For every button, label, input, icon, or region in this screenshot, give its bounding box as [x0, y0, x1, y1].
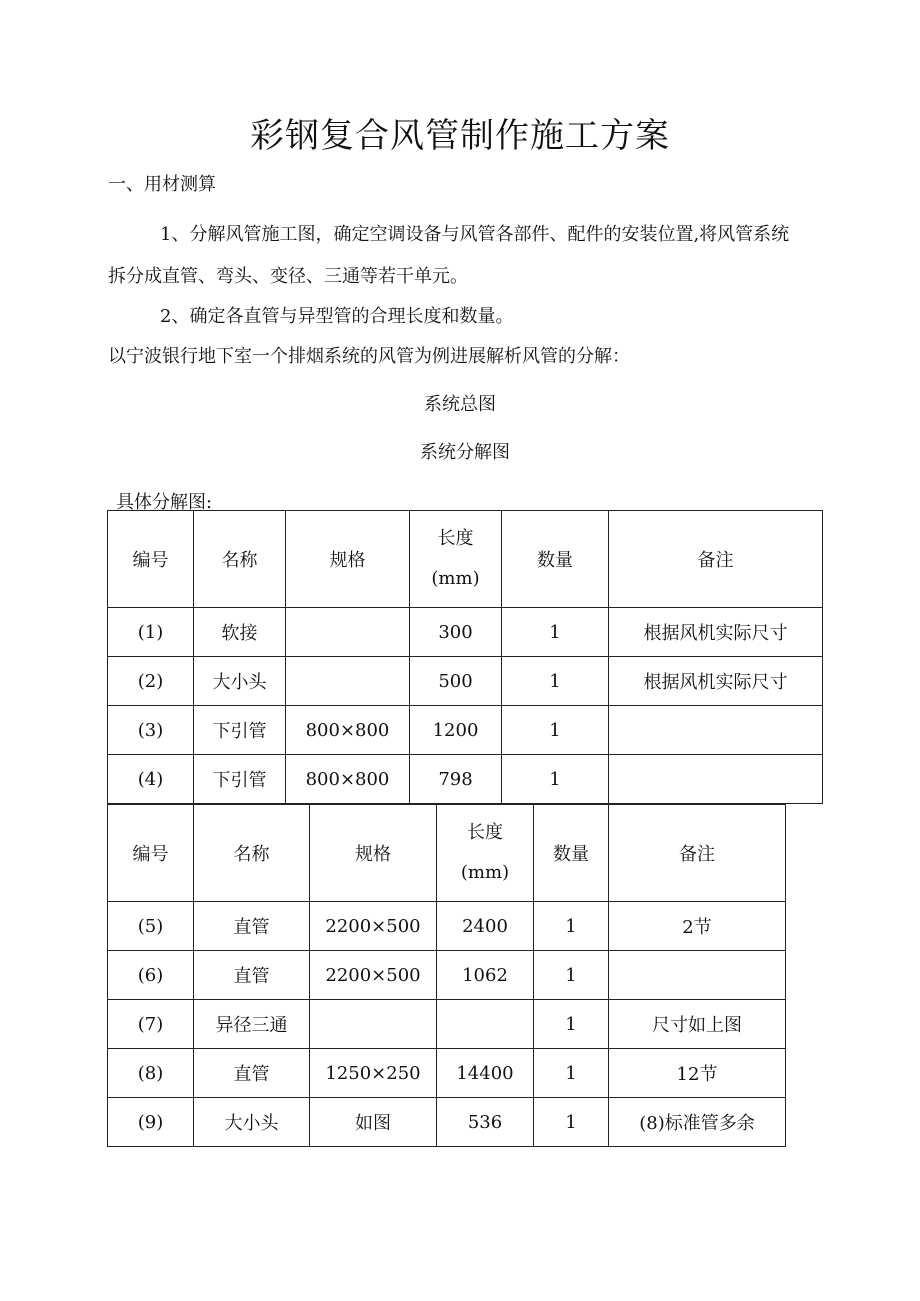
cell-spec [286, 657, 410, 706]
cell-remark: 根据风机实际尺寸 [609, 608, 823, 657]
cell-no: (1) [108, 608, 194, 657]
cell-name: 直管 [194, 902, 310, 951]
cell-qty: 1 [534, 1000, 609, 1049]
header-length [437, 805, 534, 902]
cell-name: 大小头 [194, 1098, 310, 1147]
cell-qty: 1 [534, 902, 609, 951]
caption-system-overview: 系统总图 [424, 394, 496, 415]
cell-no: (2) [108, 657, 194, 706]
table-row [108, 1098, 786, 1147]
breakdown-table-2 [107, 804, 786, 1147]
cell-spec: 800×800 [286, 755, 410, 804]
cell-length: 1200 [410, 706, 502, 755]
cell-no: (8) [108, 1049, 194, 1098]
cell-spec [286, 608, 410, 657]
header-remark: 备注 [609, 805, 786, 902]
cell-remark: 12节 [609, 1049, 786, 1098]
paragraph-2: 2、确定各直管与异型管的合理长度和数量。 [160, 306, 514, 327]
table-intro: 具体分解图: [116, 492, 213, 513]
cell-qty: 1 [534, 1098, 609, 1147]
paragraph-1-line-1: 1、分解风管施工图，确定空调设备与风管各部件、配件的安装位置,将风管系统 [160, 224, 790, 245]
cell-name: 异径三通 [194, 1000, 310, 1049]
cell-remark: 2节 [609, 902, 786, 951]
cell-spec: 2200×500 [310, 951, 437, 1000]
cell-remark [609, 755, 823, 804]
table-row [108, 608, 823, 657]
cell-spec: 800×800 [286, 706, 410, 755]
header-length-label: 长度 [437, 528, 474, 549]
table-row [108, 1000, 786, 1049]
table-header-row [108, 805, 786, 902]
cell-remark [609, 706, 823, 755]
cell-qty: 1 [502, 657, 609, 706]
cell-length: 536 [437, 1098, 534, 1147]
header-name: 名称 [194, 805, 310, 902]
cell-length [437, 1000, 534, 1049]
breakdown-table-1 [107, 510, 823, 804]
cell-qty: 1 [534, 1049, 609, 1098]
header-name: 名称 [194, 511, 286, 608]
cell-remark [609, 951, 786, 1000]
cell-no: (4) [108, 755, 194, 804]
cell-no: (5) [108, 902, 194, 951]
cell-no: (3) [108, 706, 194, 755]
page-title: 彩钢复合风管制作施工方案 [250, 116, 670, 156]
table-row [108, 706, 823, 755]
cell-spec [310, 1000, 437, 1049]
table-row [108, 902, 786, 951]
table-row [108, 1049, 786, 1098]
header-length-unit: (mm) [460, 862, 510, 883]
header-length-label: 长度 [467, 822, 503, 843]
cell-no: (9) [108, 1098, 194, 1147]
caption-system-breakdown: 系统分解图 [420, 442, 510, 463]
header-spec: 规格 [310, 805, 437, 902]
cell-qty: 1 [502, 755, 609, 804]
cell-qty: 1 [502, 706, 609, 755]
cell-length: 798 [410, 755, 502, 804]
cell-remark: 尺寸如上图 [609, 1000, 786, 1049]
header-qty: 数量 [534, 805, 609, 902]
cell-length: 14400 [437, 1049, 534, 1098]
cell-qty: 1 [502, 608, 609, 657]
cell-length: 1062 [437, 951, 534, 1000]
header-qty: 数量 [502, 511, 609, 608]
header-no: 编号 [108, 511, 194, 608]
cell-name: 大小头 [194, 657, 286, 706]
cell-no: (6) [108, 951, 194, 1000]
table-header-row [108, 511, 823, 608]
header-no: 编号 [108, 805, 194, 902]
header-remark: 备注 [609, 511, 823, 608]
table-row [108, 755, 823, 804]
cell-no: (7) [108, 1000, 194, 1049]
cell-name: 直管 [194, 951, 310, 1000]
cell-name: 软接 [194, 608, 286, 657]
cell-name: 下引管 [194, 755, 286, 804]
cell-name: 直管 [194, 1049, 310, 1098]
header-spec: 规格 [286, 511, 410, 608]
cell-remark: 根据风机实际尺寸 [609, 657, 823, 706]
table-row [108, 951, 786, 1000]
cell-spec: 如图 [310, 1098, 437, 1147]
cell-length: 2400 [437, 902, 534, 951]
paragraph-3: 以宁波银行地下室一个排烟系统的风管为例进展解析风管的分解： [108, 346, 630, 367]
paragraph-1-line-2: 拆分成直管、弯头、变径、三通等若干单元。 [108, 266, 468, 287]
header-length-unit: (mm) [431, 568, 480, 589]
section-heading: 一、用材测算 [108, 174, 216, 195]
table-row [108, 657, 823, 706]
header-length [410, 511, 502, 608]
cell-length: 300 [410, 608, 502, 657]
cell-spec: 2200×500 [310, 902, 437, 951]
cell-remark: (8)标准管多余 [609, 1098, 786, 1147]
cell-qty: 1 [534, 951, 609, 1000]
cell-spec: 1250×250 [310, 1049, 437, 1098]
cell-name: 下引管 [194, 706, 286, 755]
cell-length: 500 [410, 657, 502, 706]
